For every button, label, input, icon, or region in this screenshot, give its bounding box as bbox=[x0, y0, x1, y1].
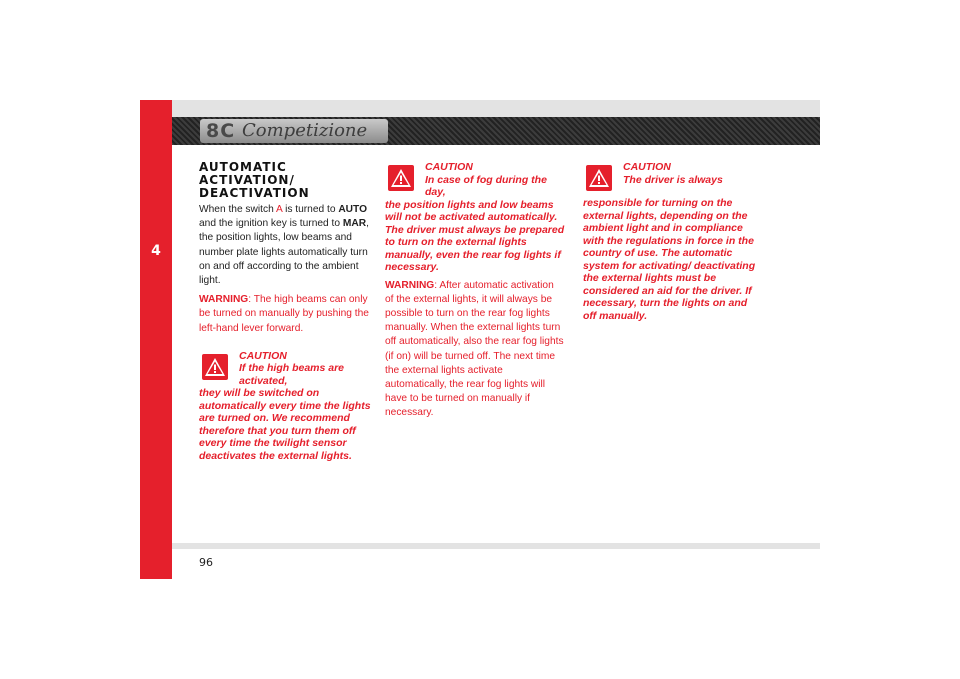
switch-label: A bbox=[276, 204, 283, 215]
auto-label: AUTO bbox=[338, 204, 367, 215]
column-2 bbox=[385, 161, 565, 421]
chapter-sidebar bbox=[140, 100, 172, 579]
logo-script: Competizione bbox=[242, 120, 368, 141]
warning-triangle-icon bbox=[388, 165, 414, 191]
caution-block: CAUTION The driver is always responsible for turning on the external lights, depending on the ambient light and in compliance with the regulations in force in the country of use. The automatic system for activating/ deactivating the external lights must be considered an aid for the driver. If necessary, turn the lights on and off manually. bbox=[583, 161, 761, 322]
mar-label: MAR bbox=[342, 218, 367, 230]
activation-paragraph: When the switch A is turned to AUTO and the ignition key is turned to MAR, the position lights, low beams and number plate lights automatically turn on and off according to the ambient light. bbox=[199, 204, 369, 287]
section-title: AUTOMATIC ACTIVATION/ DEACTIVATION bbox=[199, 160, 310, 200]
column-3 bbox=[583, 161, 761, 322]
warning-note: WARNING: The high beams can only be turned on manually by pushing the left-hand lever forward. bbox=[199, 294, 369, 334]
caution-block: CAUTION In case of fog during the day, the position lights and low beams will not be activated automatically. The driver must always be prepared to turn on the external lights manually, even the rear fog lights if necessary. bbox=[385, 161, 565, 273]
caution-text: they will be switched on automatically every time the lights are turned on. We recommend therefore that you turn them off every time the twilight sensor deactivates the external lights. bbox=[199, 387, 371, 462]
top-band bbox=[172, 100, 820, 117]
bottom-band bbox=[172, 543, 820, 549]
warning-triangle-icon bbox=[586, 165, 612, 191]
caution-block: CAUTION If the high beams are activated, they will be switched on automatically every time the lights are turned on. We recommend therefore that you turn them off every time the twilight sensor deactivates the external lights. bbox=[199, 350, 379, 463]
warning-note: WARNING: After automatic activation of the external lights, it will always be possible to turn on the rear fog lights manually. When the external lights turn off automatically, also the rear fog lights (if on) will be turned off. The next time the external lights activate automatically, the rear fog lights will have to be turned on manually if necessary. bbox=[385, 279, 564, 419]
caution-text: responsible for turning on the external lights, depending on the ambient light and in compliance with the regulations in force in the country of use. The automatic system for activating/ deactivating the external lights must be considered an aid for the driver. If necessary, turn the lights on and off manually. bbox=[583, 197, 756, 322]
logo-mark: 8C bbox=[206, 120, 236, 142]
page-number: 96 bbox=[199, 556, 213, 569]
logo bbox=[200, 119, 388, 143]
warning-triangle-icon bbox=[202, 354, 228, 380]
caution-text: the position lights and low beams will not be activated automatically. The driver must always be prepared to turn on the external lights manually, even the rear fog lights if necessary. bbox=[385, 198, 565, 273]
chapter-number: 4 bbox=[151, 243, 161, 259]
column-1 bbox=[199, 161, 379, 462]
